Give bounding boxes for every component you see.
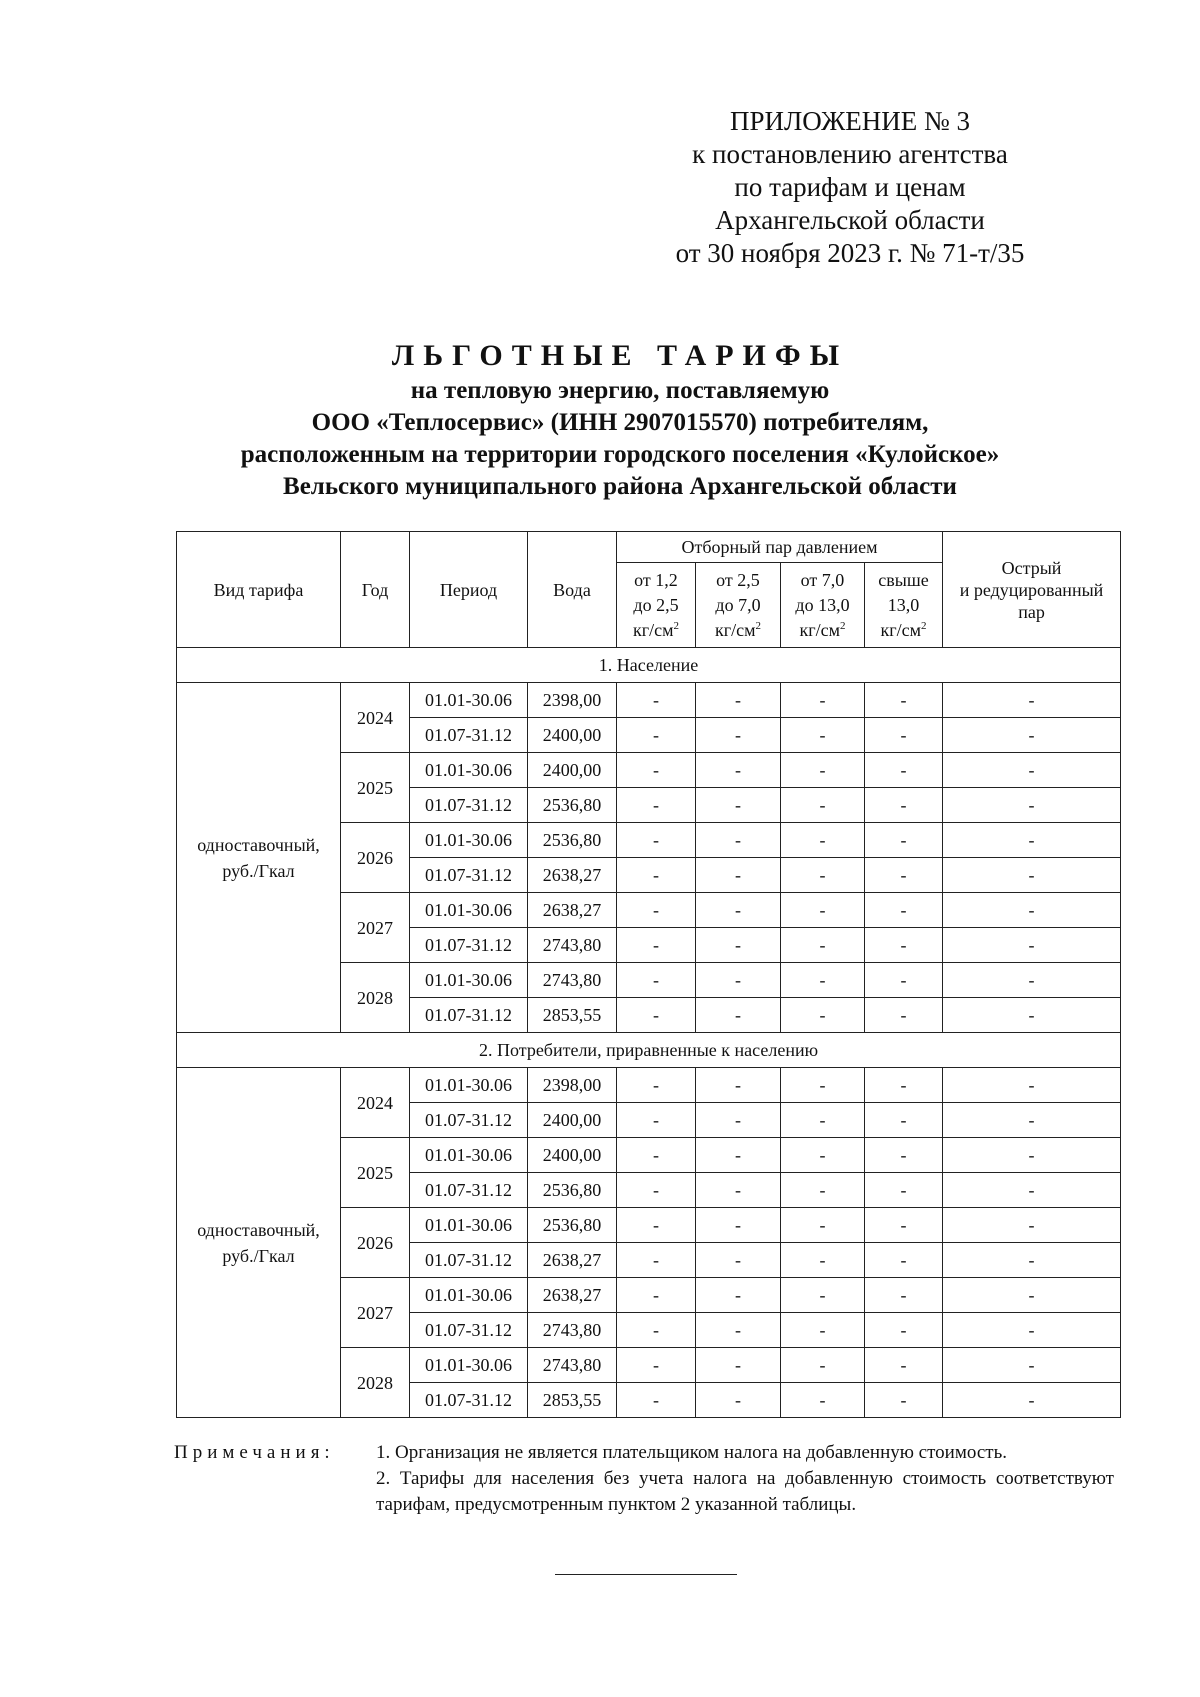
table-body — [177, 648, 1121, 1418]
steam-2-cell: - — [696, 753, 781, 788]
steam-1-cell: - — [617, 1348, 696, 1383]
water-cell: 2853,55 — [528, 1383, 617, 1418]
period-cell: 01.01-30.06 — [410, 893, 528, 928]
sharp-steam-cell: - — [943, 928, 1121, 963]
steam-1-cell: - — [617, 1243, 696, 1278]
tariff-kind-line: одноставочный, — [197, 1219, 320, 1240]
steam-1-cell: - — [617, 893, 696, 928]
tariff-kind-cell — [177, 1068, 341, 1418]
year-cell: 2024 — [341, 1068, 410, 1138]
steam-2-cell: - — [696, 1348, 781, 1383]
steam-3-cell: - — [781, 928, 865, 963]
steam-2-cell: - — [696, 1313, 781, 1348]
header-kind: Вид тарифа — [177, 532, 341, 648]
period-cell: 01.07-31.12 — [410, 998, 528, 1033]
steam-4-cell: - — [865, 1313, 943, 1348]
period-cell: 01.01-30.06 — [410, 1348, 528, 1383]
steam-2-cell: - — [696, 1103, 781, 1138]
title-line: Вельского муниципального района Архангельской области — [283, 473, 957, 500]
header-steam-range: от 2,5 — [716, 569, 760, 590]
header-water: Вода — [528, 532, 617, 648]
sharp-steam-cell: - — [943, 753, 1121, 788]
year-cell: 2027 — [341, 893, 410, 963]
steam-2-cell: - — [696, 788, 781, 823]
water-cell: 2743,80 — [528, 928, 617, 963]
header-steam-1 — [617, 563, 696, 648]
year-cell: 2026 — [341, 823, 410, 893]
appendix-date: от 30 ноября 2023 г. № 71-т/35 — [675, 238, 1025, 268]
section-title: 2. Потребители, приравненные к населению — [177, 1033, 1121, 1068]
year-cell: 2025 — [341, 1138, 410, 1208]
section-title: 1. Население — [177, 648, 1121, 683]
water-cell: 2400,00 — [528, 1138, 617, 1173]
steam-3-cell: - — [781, 1278, 865, 1313]
steam-1-cell: - — [617, 1383, 696, 1418]
header-steam-unit: кг/см — [880, 619, 922, 640]
steam-3-cell: - — [781, 1383, 865, 1418]
steam-3-cell: - — [781, 1103, 865, 1138]
tariff-kind-line: одноставочный, — [197, 834, 320, 855]
water-cell: 2536,80 — [528, 788, 617, 823]
appendix-line: к постановлению агентства — [692, 139, 1008, 169]
steam-3-cell: - — [781, 1068, 865, 1103]
steam-4-cell: - — [865, 893, 943, 928]
period-cell: 01.07-31.12 — [410, 1173, 528, 1208]
steam-4-cell: - — [865, 1278, 943, 1313]
steam-1-cell: - — [617, 823, 696, 858]
steam-2-cell: - — [696, 1383, 781, 1418]
steam-4-cell: - — [865, 1068, 943, 1103]
steam-1-cell: - — [617, 963, 696, 998]
header-steam-2 — [696, 563, 781, 648]
period-cell: 01.01-30.06 — [410, 1278, 528, 1313]
tariff-table — [176, 531, 1121, 1418]
steam-4-cell: - — [865, 1243, 943, 1278]
year-cell: 2026 — [341, 1208, 410, 1278]
steam-4-cell: - — [865, 1138, 943, 1173]
steam-1-cell: - — [617, 1173, 696, 1208]
steam-1-cell: - — [617, 683, 696, 718]
steam-3-cell: - — [781, 1173, 865, 1208]
period-cell: 01.07-31.12 — [410, 788, 528, 823]
steam-3-cell: - — [781, 858, 865, 893]
steam-1-cell: - — [617, 1278, 696, 1313]
sharp-steam-cell: - — [943, 1103, 1121, 1138]
sharp-steam-cell: - — [943, 683, 1121, 718]
document-title — [160, 337, 1080, 503]
steam-3-cell: - — [781, 1208, 865, 1243]
steam-2-cell: - — [696, 1243, 781, 1278]
water-cell: 2400,00 — [528, 718, 617, 753]
steam-2-cell: - — [696, 1208, 781, 1243]
header-steam-range: свыше — [878, 569, 929, 590]
tariff-kind-cell — [177, 683, 341, 1033]
steam-3-cell: - — [781, 998, 865, 1033]
sharp-steam-cell: - — [943, 963, 1121, 998]
appendix-line: по тарифам и ценам — [734, 172, 966, 202]
steam-1-cell: - — [617, 788, 696, 823]
steam-4-cell: - — [865, 1103, 943, 1138]
steam-1-cell: - — [617, 1138, 696, 1173]
water-cell: 2398,00 — [528, 1068, 617, 1103]
steam-3-cell: - — [781, 823, 865, 858]
steam-4-cell: - — [865, 1348, 943, 1383]
steam-1-cell: - — [617, 928, 696, 963]
steam-3-cell: - — [781, 788, 865, 823]
header-steam-range: 13,0 — [887, 594, 920, 615]
steam-3-cell: - — [781, 963, 865, 998]
steam-4-cell: - — [865, 823, 943, 858]
sharp-steam-cell: - — [943, 893, 1121, 928]
header-steam-4 — [865, 563, 943, 648]
period-cell: 01.01-30.06 — [410, 1138, 528, 1173]
water-cell: 2638,27 — [528, 858, 617, 893]
steam-2-cell: - — [696, 1173, 781, 1208]
header-sharp-steam — [943, 532, 1121, 648]
period-cell: 01.01-30.06 — [410, 1068, 528, 1103]
steam-4-cell: - — [865, 753, 943, 788]
sharp-steam-cell: - — [943, 998, 1121, 1033]
steam-2-cell: - — [696, 1278, 781, 1313]
steam-1-cell: - — [617, 1313, 696, 1348]
period-cell: 01.07-31.12 — [410, 1243, 528, 1278]
steam-4-cell: - — [865, 788, 943, 823]
steam-4-cell: - — [865, 963, 943, 998]
header-steam-group: Отборный пар давлением — [617, 532, 943, 563]
closing-rule — [555, 1574, 737, 1575]
year-cell: 2028 — [341, 963, 410, 1033]
sharp-steam-cell: - — [943, 823, 1121, 858]
header-sharp-line: Острый — [1001, 557, 1062, 578]
period-cell: 01.07-31.12 — [410, 1383, 528, 1418]
header-steam-range: от 7,0 — [800, 569, 845, 590]
steam-3-cell: - — [781, 1138, 865, 1173]
note-item: 1. Организация не является плательщиком налога на добавленную стоимость. — [376, 1442, 1007, 1463]
header-steam-range: до 13,0 — [795, 594, 850, 615]
steam-1-cell: - — [617, 858, 696, 893]
steam-3-cell: - — [781, 893, 865, 928]
steam-1-cell: - — [617, 1068, 696, 1103]
header-steam-range: до 7,0 — [715, 594, 761, 615]
steam-4-cell: - — [865, 1383, 943, 1418]
steam-3-cell: - — [781, 753, 865, 788]
steam-2-cell: - — [696, 963, 781, 998]
period-cell: 01.07-31.12 — [410, 1103, 528, 1138]
year-cell: 2025 — [341, 753, 410, 823]
sharp-steam-cell: - — [943, 718, 1121, 753]
year-cell: 2027 — [341, 1278, 410, 1348]
section-row — [177, 648, 1121, 683]
water-cell: 2536,80 — [528, 1173, 617, 1208]
steam-4-cell: - — [865, 683, 943, 718]
period-cell: 01.07-31.12 — [410, 928, 528, 963]
steam-3-cell: - — [781, 683, 865, 718]
appendix-title: ПРИЛОЖЕНИЕ № 3 — [729, 106, 971, 136]
notes-list — [376, 1440, 1114, 1518]
year-cell: 2028 — [341, 1348, 410, 1418]
header-steam-unit-power: 2 — [673, 619, 679, 632]
water-cell: 2743,80 — [528, 1313, 617, 1348]
tariff-kind-line: руб./Гкал — [222, 860, 295, 881]
appendix-block — [640, 105, 1060, 270]
sharp-steam-cell: - — [943, 1208, 1121, 1243]
period-cell: 01.01-30.06 — [410, 823, 528, 858]
sharp-steam-cell: - — [943, 1243, 1121, 1278]
header-steam-unit-power: 2 — [840, 619, 846, 632]
steam-4-cell: - — [865, 928, 943, 963]
header-year: Год — [341, 532, 410, 648]
tariff-kind-line: руб./Гкал — [222, 1245, 295, 1266]
header-period: Период — [410, 532, 528, 648]
header-sharp-line: и редуцированный — [959, 579, 1104, 600]
title-line: расположенным на территории городского поселения «Кулойское» — [240, 441, 1000, 468]
header-steam-unit: кг/см — [632, 619, 674, 640]
steam-2-cell: - — [696, 718, 781, 753]
steam-4-cell: - — [865, 1208, 943, 1243]
header-steam-range: до 2,5 — [633, 594, 679, 615]
period-cell: 01.01-30.06 — [410, 753, 528, 788]
steam-2-cell: - — [696, 858, 781, 893]
header-steam-unit: кг/см — [799, 619, 840, 640]
sharp-steam-cell: - — [943, 1383, 1121, 1418]
notes-label: Примечания: — [174, 1442, 335, 1463]
steam-2-cell: - — [696, 893, 781, 928]
water-cell: 2536,80 — [528, 1208, 617, 1243]
sharp-steam-cell: - — [943, 1068, 1121, 1103]
steam-2-cell: - — [696, 683, 781, 718]
period-cell: 01.01-30.06 — [410, 1208, 528, 1243]
steam-3-cell: - — [781, 718, 865, 753]
header-sharp-line: пар — [1018, 601, 1045, 622]
header-steam-range: от 1,2 — [634, 569, 678, 590]
year-cell: 2024 — [341, 683, 410, 753]
title-heading: ЛЬГОТНЫЕ ТАРИФЫ — [391, 339, 849, 372]
water-cell: 2743,80 — [528, 963, 617, 998]
water-cell: 2398,00 — [528, 683, 617, 718]
steam-3-cell: - — [781, 1348, 865, 1383]
title-line: ООО «Теплосервис» (ИНН 2907015570) потребителям, — [311, 409, 929, 436]
period-cell: 01.07-31.12 — [410, 858, 528, 893]
steam-1-cell: - — [617, 1103, 696, 1138]
water-cell: 2743,80 — [528, 1348, 617, 1383]
steam-4-cell: - — [865, 718, 943, 753]
sharp-steam-cell: - — [943, 1173, 1121, 1208]
steam-4-cell: - — [865, 858, 943, 893]
water-cell: 2400,00 — [528, 1103, 617, 1138]
sharp-steam-cell: - — [943, 1278, 1121, 1313]
steam-3-cell: - — [781, 1243, 865, 1278]
header-steam-3 — [781, 563, 865, 648]
period-cell: 01.07-31.12 — [410, 1313, 528, 1348]
water-cell: 2853,55 — [528, 998, 617, 1033]
header-steam-unit-power: 2 — [921, 619, 927, 632]
water-cell: 2400,00 — [528, 753, 617, 788]
steam-3-cell: - — [781, 1313, 865, 1348]
steam-4-cell: - — [865, 1173, 943, 1208]
appendix-line: Архангельской области — [715, 205, 985, 235]
water-cell: 2638,27 — [528, 1243, 617, 1278]
steam-2-cell: - — [696, 1138, 781, 1173]
table-row — [177, 1068, 1121, 1103]
steam-1-cell: - — [617, 998, 696, 1033]
header-steam-unit-power: 2 — [755, 619, 761, 632]
steam-2-cell: - — [696, 823, 781, 858]
steam-1-cell: - — [617, 1208, 696, 1243]
steam-2-cell: - — [696, 998, 781, 1033]
sharp-steam-cell: - — [943, 858, 1121, 893]
sharp-steam-cell: - — [943, 1138, 1121, 1173]
sharp-steam-cell: - — [943, 1348, 1121, 1383]
steam-1-cell: - — [617, 753, 696, 788]
note-item: 2. Тарифы для населения без учета налога на добавленную стоимость соответствуют тарифам, предусмотренным пунктом 2 указанной таблицы. — [376, 1468, 1114, 1515]
sharp-steam-cell: - — [943, 788, 1121, 823]
steam-1-cell: - — [617, 718, 696, 753]
water-cell: 2638,27 — [528, 893, 617, 928]
sharp-steam-cell: - — [943, 1313, 1121, 1348]
period-cell: 01.07-31.12 — [410, 718, 528, 753]
title-line: на тепловую энергию, поставляемую — [410, 377, 830, 404]
water-cell: 2638,27 — [528, 1278, 617, 1313]
steam-2-cell: - — [696, 1068, 781, 1103]
steam-2-cell: - — [696, 928, 781, 963]
header-steam-unit: кг/см — [714, 619, 756, 640]
period-cell: 01.01-30.06 — [410, 963, 528, 998]
section-row — [177, 1033, 1121, 1068]
water-cell: 2536,80 — [528, 823, 617, 858]
table-row — [177, 683, 1121, 718]
period-cell: 01.01-30.06 — [410, 683, 528, 718]
steam-4-cell: - — [865, 998, 943, 1033]
